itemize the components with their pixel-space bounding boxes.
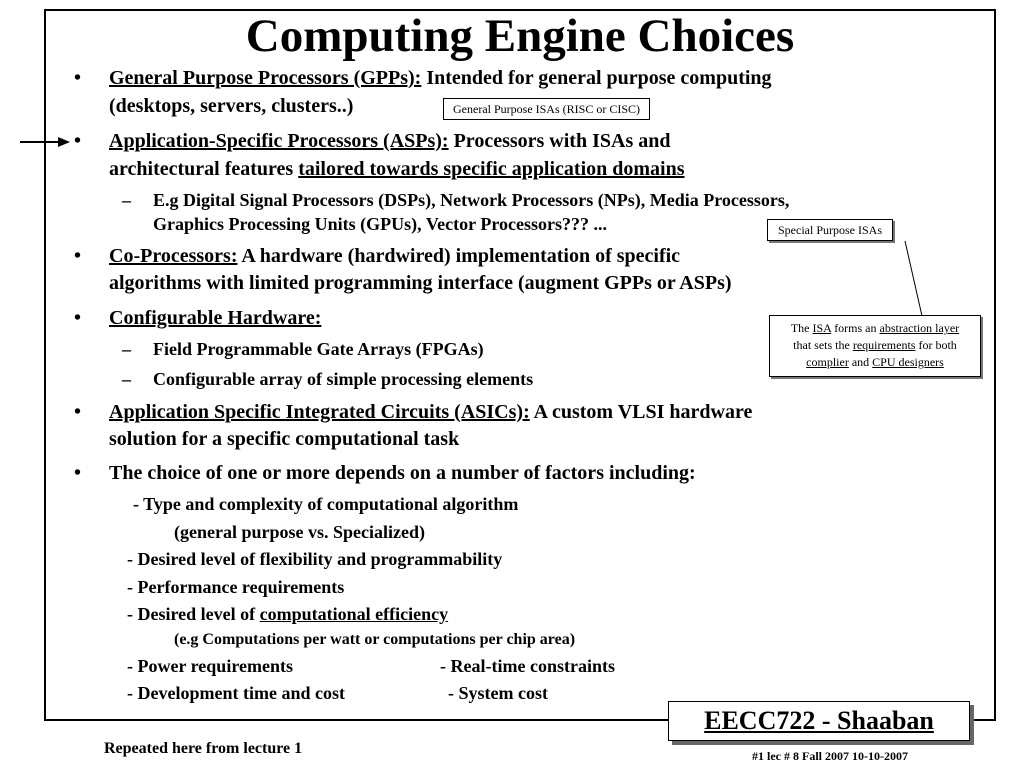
dash-marker: – (122, 369, 131, 389)
asp-heading: Application-Specific Processors (ASPs): (109, 130, 449, 152)
bullet-asp-line1 (109, 127, 670, 155)
factor-5a: - Power requirements (127, 656, 293, 676)
footer-note: Repeated here from lecture 1 (104, 740, 303, 757)
bullet-config-line1 (109, 304, 321, 332)
config-sub-line1: Field Programmable Gate Arrays (FPGAs) (153, 339, 484, 359)
course-badge (668, 701, 970, 741)
factor-1: - Type and complexity of computational algorithm (133, 494, 519, 514)
bullet-marker: • (74, 130, 82, 152)
asic-text: A custom VLSI hardware (529, 401, 753, 423)
asp-sub-line1: E.g Digital Signal Processors (DSPs), Network Processors (NPs), Media Processors, (153, 190, 790, 210)
factor-2: - Desired level of flexibility and programmability (127, 549, 503, 569)
gpp-heading: General Purpose Processors (GPPs): (109, 67, 422, 89)
bullet-marker: • (74, 67, 82, 89)
isa-note-text: for both (915, 338, 957, 352)
coproc-heading: Co-Processors: (109, 245, 238, 267)
dash-marker: – (122, 190, 131, 210)
factor-6b: - System cost (448, 683, 548, 703)
isa-note-abstraction: abstraction layer (879, 321, 960, 335)
dash-marker: – (122, 339, 131, 359)
sp-isa-callout: Special Purpose ISAs (767, 219, 893, 241)
isa-note-text: forms an (831, 321, 880, 335)
slide-title: Computing Engine Choices (245, 10, 795, 62)
config-heading: Configurable Hardware: (109, 307, 322, 329)
factor-6a: - Development time and cost (127, 683, 345, 703)
asp-text-2: architectural features (109, 158, 299, 180)
bullet-marker: • (74, 307, 82, 329)
isa-note-compiler: complier (806, 355, 849, 369)
coproc-text: A hardware (hardwired) implementation of specific (237, 245, 681, 267)
factor-1b: (general purpose vs. Specialized) (174, 522, 425, 542)
factor-3: - Performance requirements (127, 577, 345, 597)
isa-note-text: that sets the (793, 338, 853, 352)
isa-note-text: and (848, 355, 873, 369)
asp-text: Processors with ISAs and (448, 130, 671, 152)
bullet-gpp-line2: (desktops, servers, clusters..) (109, 95, 354, 117)
bullet-coproc-line1 (109, 242, 680, 270)
bullet-asic-line2: solution for a specific computational task (109, 428, 460, 450)
bullet-marker: • (74, 245, 82, 267)
bullet-asic-line1 (109, 398, 752, 426)
gpp-text: Intended for general purpose computing (421, 67, 772, 89)
isa-note-requirements: requirements (852, 338, 916, 352)
isa-note-line1 (770, 320, 980, 337)
course-badge-label: EECC722 - Shaaban (704, 706, 934, 735)
bullet-gpp-line1 (109, 64, 772, 92)
asp-sub-line2: Graphics Processing Units (GPUs), Vector Processors??? ... (153, 214, 607, 234)
bullet-coproc-line2: algorithms with limited programming interface (augment GPPs or ASPs) (109, 272, 732, 294)
isa-note-cpu: CPU designers (872, 355, 944, 369)
factor-4c: (e.g Computations per watt or computations per chip area) (174, 631, 576, 648)
isa-note-callout (769, 315, 981, 377)
bullet-marker: • (74, 462, 82, 484)
factor-5b: - Real-time constraints (440, 656, 615, 676)
bullet-marker: • (74, 401, 82, 423)
asp-underlined: tailored towards specific application domains (298, 158, 685, 180)
isa-note-isa: ISA (812, 321, 832, 335)
factor-4 (127, 600, 448, 628)
slide-number: #1 lec # 8 Fall 2007 10-10-2007 (752, 749, 908, 763)
asic-heading: Application Specific Integrated Circuits (ASICs): (109, 401, 530, 423)
config-sub-line2: Configurable array of simple processing elements (153, 369, 534, 389)
factor-4-text: - Desired level of (127, 604, 260, 624)
gp-isa-callout: General Purpose ISAs (RISC or CISC) (443, 98, 650, 120)
isa-note-line3 (770, 354, 980, 371)
factor-4-underlined: computational efficiency (259, 604, 449, 624)
bullet-choice-line1: The choice of one or more depends on a number of factors including: (109, 462, 696, 484)
isa-note-text: The (790, 321, 813, 335)
bullet-asp-line2 (109, 155, 685, 183)
isa-note-line2 (770, 337, 980, 354)
